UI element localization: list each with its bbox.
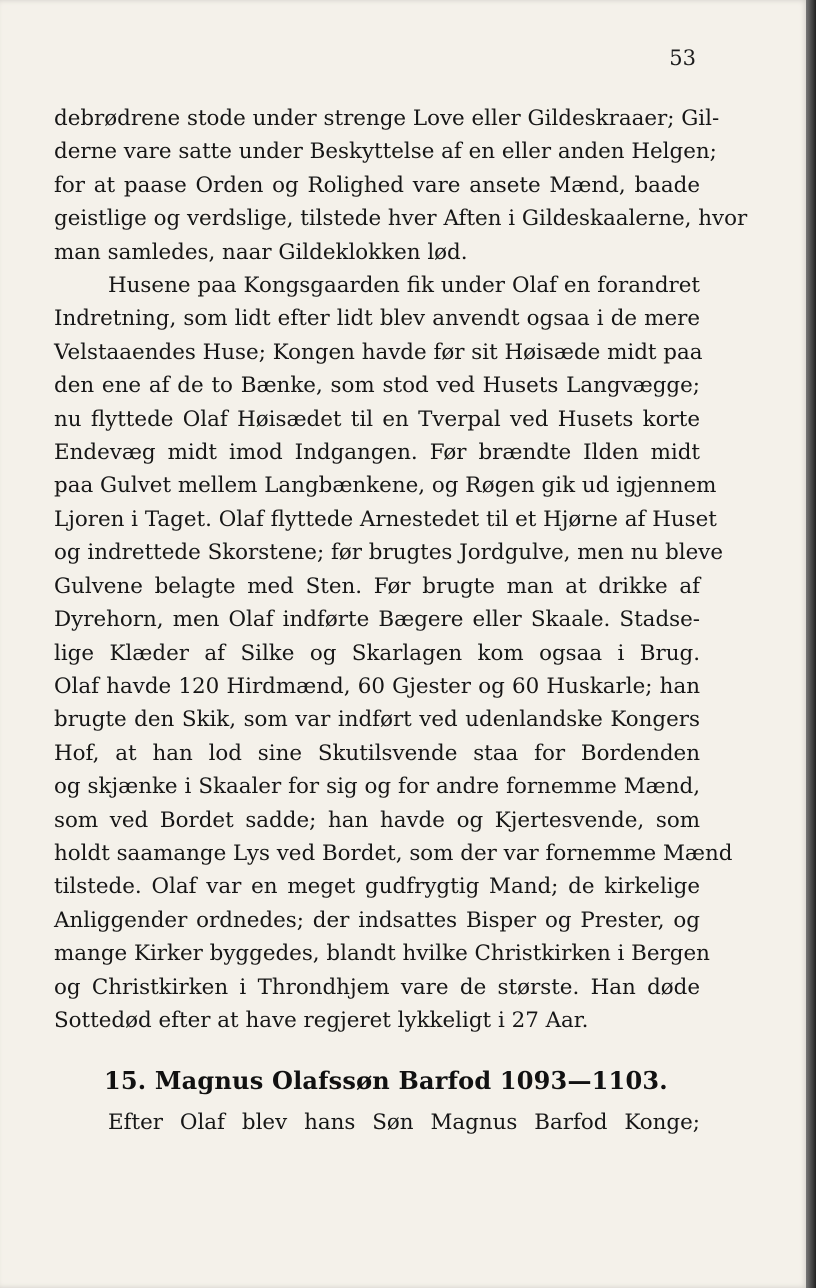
text-line: nu flyttede Olaf Høisædet til en Tverpal ved Husets korte: [54, 406, 700, 432]
text-line: Olaf havde 120 Hirdmænd, 60 Gjester og 60 Huskarle; han: [54, 673, 700, 699]
text-line: Husene paa Kongsgaarden fik under Olaf en forandret: [108, 273, 700, 299]
text-line: Sottedød efter at have regjeret lykkeligt i 27 Aar.: [54, 1007, 589, 1033]
text-line: Endevæg midt imod Indgangen. Før brændte Ilden midt: [54, 440, 700, 466]
text-line: Indretning, som lidt efter lidt blev anvendt ogsaa i de mere: [54, 306, 700, 332]
text-line: tilstede. Olaf var en meget gudfrygtig Mand; de kirkelige: [54, 874, 700, 900]
text-line: Velstaaendes Huse; Kongen havde før sit Høisæde midt paa: [54, 339, 703, 365]
text-line: paa Gulvet mellem Langbænkene, og Røgen gik ud igjennem: [54, 473, 717, 499]
text-line: Hof, at han lod sine Skutilsvende staa for Bordenden: [54, 740, 700, 766]
text-line: debrødrene stode under strenge Love eller Gildeskraaer; Gil-: [54, 106, 720, 131]
text-line: Gulvene belagte med Sten. Før brugte man at drikke af: [54, 573, 700, 599]
page-number: 53: [669, 46, 696, 70]
text-line: lige Klæder af Silke og Skarlagen kom ogsaa i Brug.: [54, 640, 700, 666]
section-heading: 15. Magnus Olafssøn Barfod 1093—1103.: [104, 1066, 668, 1095]
text-line: brugte den Skik, som var indført ved udenlandske Kongers: [54, 707, 700, 733]
text-line: Anliggender ordnedes; der indsattes Bisper og Prester, og: [54, 907, 700, 933]
text-line: derne vare satte under Beskyttelse af en eller anden Helgen;: [54, 139, 717, 165]
text-line: og Christkirken i Throndhjem vare de største. Han døde: [54, 974, 700, 1000]
body-text: [54, 102, 748, 1037]
section-intro: Efter Olaf blev hans Søn Magnus Barfod Konge;: [108, 1110, 700, 1135]
text-line: man samledes, naar Gildeklokken lød.: [54, 239, 468, 265]
text-line: for at paase Orden og Rolighed vare ansete Mænd, baade: [54, 172, 700, 198]
text-line: Ljoren i Taget. Olaf flyttede Arnestedet til et Hjørne af Huset: [54, 506, 717, 532]
text-line: geistlige og verdslige, tilstede hver Aften i Gildeskaalerne, hvor: [54, 206, 748, 232]
text-line: den ene af de to Bænke, som stod ved Husets Langvægge;: [54, 373, 700, 399]
page-edge: [806, 0, 816, 1288]
text-line: mange Kirker byggedes, blandt hvilke Christkirken i Bergen: [54, 941, 710, 967]
text-line: som ved Bordet sadde; han havde og Kjertesvende, som: [54, 807, 700, 833]
text-line: og indrettede Skorstene; før brugtes Jordgulve, men nu bleve: [54, 540, 724, 566]
text-line: holdt saamange Lys ved Bordet, som der var fornemme Mænd: [54, 840, 733, 866]
text-line: og skjænke i Skaaler for sig og for andre fornemme Mænd,: [54, 774, 700, 800]
text-line: Dyrehorn, men Olaf indførte Bægere eller Skaale. Stadse-: [54, 607, 700, 633]
